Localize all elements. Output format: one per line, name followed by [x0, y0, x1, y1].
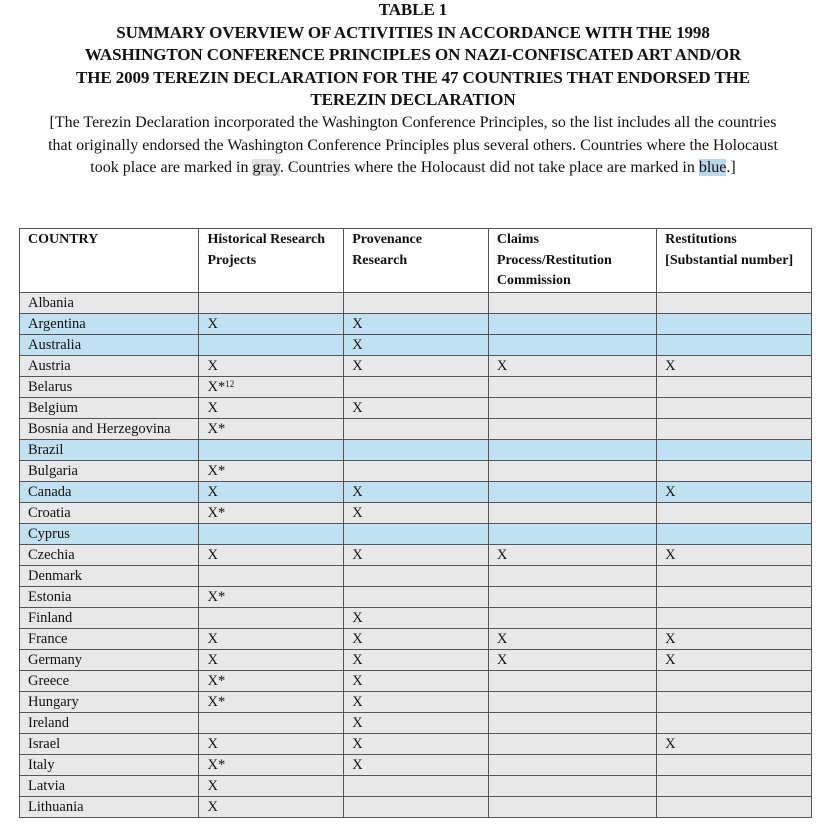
- header-provenance-research: Provenance Research: [344, 229, 489, 293]
- cell-restitutions: [657, 670, 812, 691]
- cell-country: [20, 544, 199, 565]
- footnote-marker: 12: [225, 378, 235, 389]
- cell-country: [20, 460, 199, 481]
- table-row: [20, 376, 812, 397]
- cell-historical: [199, 376, 344, 397]
- historical-value: X*: [207, 462, 226, 479]
- title-line-2: WASHINGTON CONFERENCE PRINCIPLES ON NAZI-CONFISCATED ART AND/OR: [84, 45, 742, 65]
- intro-text-3: .]: [726, 159, 736, 177]
- table-row: [20, 754, 812, 775]
- cell-historical: [199, 355, 344, 376]
- provenance-value: X: [352, 483, 363, 500]
- provenance-value: X: [352, 504, 363, 521]
- table-row: [20, 481, 812, 502]
- table-row: [20, 502, 812, 523]
- cell-claims: [488, 460, 656, 481]
- country-value: Greece: [28, 672, 70, 689]
- cell-historical: [199, 397, 344, 418]
- cell-country: [20, 712, 199, 733]
- cell-claims: [488, 565, 656, 586]
- cell-provenance: [344, 670, 489, 691]
- cell-provenance: [344, 313, 489, 334]
- historical-value: X: [207, 357, 218, 374]
- cell-historical: [199, 649, 344, 670]
- cell-provenance: [344, 502, 489, 523]
- cell-provenance: [344, 481, 489, 502]
- cell-country: [20, 439, 199, 460]
- claims-value: X: [496, 357, 508, 374]
- cell-restitutions: [657, 754, 812, 775]
- cell-historical: [199, 502, 344, 523]
- gray-highlight-word: gray: [252, 159, 280, 177]
- cell-provenance: [344, 712, 489, 733]
- cell-country: [20, 649, 199, 670]
- country-value: Latvia: [28, 777, 66, 794]
- cell-country: [20, 670, 199, 691]
- cell-country: [20, 418, 199, 439]
- country-value: Cyprus: [28, 525, 70, 542]
- cell-country: [20, 334, 199, 355]
- claims-value: X: [496, 651, 508, 668]
- restitutions-value: X: [665, 651, 676, 668]
- historical-value: X: [207, 483, 218, 500]
- table-row: [20, 796, 812, 817]
- cell-provenance: [344, 439, 489, 460]
- cell-historical: [199, 292, 344, 313]
- cell-provenance: [344, 775, 489, 796]
- provenance-value: X: [352, 546, 363, 563]
- blue-highlight-word: blue: [698, 159, 727, 177]
- cell-claims: [488, 544, 656, 565]
- restitutions-value: X: [665, 546, 676, 563]
- cell-restitutions: [657, 481, 812, 502]
- provenance-value: X: [352, 693, 363, 710]
- cell-provenance: [344, 754, 489, 775]
- restitutions-value: X: [665, 483, 676, 500]
- cell-claims: [488, 670, 656, 691]
- cell-provenance: [344, 418, 489, 439]
- table-row: [20, 586, 812, 607]
- cell-country: [20, 754, 199, 775]
- intro-text-2: . Countries where the Holocaust did not take place are marked in: [279, 159, 699, 177]
- cell-claims: [488, 313, 656, 334]
- cell-provenance: [344, 544, 489, 565]
- cell-historical: [199, 733, 344, 754]
- cell-country: [20, 376, 199, 397]
- table-row: [20, 292, 812, 313]
- provenance-value: X: [352, 672, 363, 689]
- table-row: [20, 628, 812, 649]
- cell-claims: [488, 796, 656, 817]
- cell-historical: [199, 586, 344, 607]
- cell-provenance: [344, 565, 489, 586]
- cell-historical: [199, 418, 344, 439]
- cell-historical: [199, 796, 344, 817]
- cell-historical: [199, 628, 344, 649]
- cell-provenance: [344, 607, 489, 628]
- cell-restitutions: [657, 376, 812, 397]
- cell-country: [20, 313, 199, 334]
- table-row: [20, 523, 812, 544]
- historical-value: X: [207, 777, 218, 794]
- table-row: [20, 418, 812, 439]
- cell-provenance: [344, 397, 489, 418]
- country-value: Belarus: [28, 378, 73, 395]
- cell-historical: [199, 481, 344, 502]
- country-value: Argentina: [28, 315, 86, 332]
- cell-historical: [199, 460, 344, 481]
- country-value: Italy: [28, 756, 55, 773]
- provenance-value: X: [352, 315, 363, 332]
- intro-paragraph: [43, 112, 783, 180]
- cell-restitutions: [657, 502, 812, 523]
- claims-value: X: [496, 546, 508, 563]
- country-value: Ireland: [28, 714, 70, 731]
- historical-value: X: [207, 798, 218, 815]
- cell-country: [20, 397, 199, 418]
- cell-provenance: [344, 292, 489, 313]
- cell-claims: [488, 292, 656, 313]
- historical-value: X: [207, 651, 218, 668]
- cell-claims: [488, 586, 656, 607]
- cell-country: [20, 502, 199, 523]
- provenance-value: X: [352, 630, 363, 647]
- table-row: [20, 712, 812, 733]
- header-country: COUNTRY: [20, 229, 199, 293]
- cell-claims: [488, 376, 656, 397]
- header-claims-process: Claims Process/Restitution Commission: [488, 229, 656, 293]
- cell-provenance: [344, 733, 489, 754]
- cell-historical: [199, 670, 344, 691]
- table-label: TABLE 1: [378, 0, 448, 19]
- cell-provenance: [344, 523, 489, 544]
- historical-value: X: [207, 315, 218, 332]
- historical-value: X*: [207, 672, 226, 689]
- cell-country: [20, 292, 199, 313]
- cell-restitutions: [657, 397, 812, 418]
- cell-restitutions: [657, 691, 812, 712]
- cell-historical: [199, 565, 344, 586]
- cell-historical: [199, 523, 344, 544]
- cell-historical: [199, 775, 344, 796]
- restitutions-value: X: [665, 630, 676, 647]
- header-historical-research: Historical Research Projects: [199, 229, 344, 293]
- document-heading: [0, 0, 826, 180]
- table-body: [20, 292, 812, 817]
- cell-historical: [199, 754, 344, 775]
- country-value: Canada: [28, 483, 72, 500]
- table-row: [20, 607, 812, 628]
- cell-country: [20, 565, 199, 586]
- country-value: Bulgaria: [28, 462, 78, 479]
- country-value: Croatia: [28, 504, 71, 521]
- country-value: France: [28, 630, 68, 647]
- historical-value: X*: [207, 756, 226, 773]
- title-line-3: THE 2009 TEREZIN DECLARATION FOR THE 47 COUNTRIES THAT ENDORSED THE: [75, 67, 751, 87]
- cell-restitutions: [657, 292, 812, 313]
- country-value: Belgium: [28, 399, 78, 416]
- historical-value: X*: [207, 420, 226, 437]
- historical-value: X: [207, 399, 218, 416]
- cell-restitutions: [657, 418, 812, 439]
- cell-restitutions: [657, 796, 812, 817]
- cell-country: [20, 607, 199, 628]
- cell-provenance: [344, 355, 489, 376]
- cell-claims: [488, 523, 656, 544]
- cell-restitutions: [657, 607, 812, 628]
- historical-value: X*: [207, 378, 226, 395]
- provenance-value: X: [352, 399, 363, 416]
- cell-provenance: [344, 586, 489, 607]
- cell-claims: [488, 481, 656, 502]
- country-value: Hungary: [28, 693, 79, 710]
- cell-country: [20, 586, 199, 607]
- title-line-1: SUMMARY OVERVIEW OF ACTIVITIES IN ACCORDANCE WITH THE 1998: [116, 22, 710, 42]
- country-value: Lithuania: [28, 798, 84, 815]
- cell-country: [20, 481, 199, 502]
- cell-historical: [199, 313, 344, 334]
- provenance-value: X: [352, 714, 363, 731]
- cell-historical: [199, 712, 344, 733]
- cell-claims: [488, 439, 656, 460]
- country-value: Germany: [28, 651, 82, 668]
- cell-country: [20, 628, 199, 649]
- country-value: Australia: [28, 336, 82, 353]
- provenance-value: X: [352, 735, 363, 752]
- table-row: [20, 334, 812, 355]
- header-restitutions: Restitutions [Substantial number]: [657, 229, 812, 293]
- historical-value: X*: [207, 588, 226, 605]
- table-row: [20, 355, 812, 376]
- cell-historical: [199, 607, 344, 628]
- cell-provenance: [344, 649, 489, 670]
- cell-restitutions: [657, 544, 812, 565]
- cell-restitutions: [657, 733, 812, 754]
- cell-claims: [488, 397, 656, 418]
- restitutions-value: X: [665, 357, 676, 374]
- cell-provenance: [344, 691, 489, 712]
- cell-restitutions: [657, 712, 812, 733]
- cell-country: [20, 691, 199, 712]
- cell-restitutions: [657, 586, 812, 607]
- cell-restitutions: [657, 334, 812, 355]
- cell-provenance: [344, 460, 489, 481]
- cell-claims: [488, 712, 656, 733]
- table-row: [20, 313, 812, 334]
- cell-claims: [488, 733, 656, 754]
- table-header-row: [20, 229, 812, 293]
- historical-value: X: [207, 546, 218, 563]
- cell-provenance: [344, 628, 489, 649]
- cell-country: [20, 355, 199, 376]
- cell-restitutions: [657, 313, 812, 334]
- cell-claims: [488, 355, 656, 376]
- cell-country: [20, 523, 199, 544]
- table-row: [20, 670, 812, 691]
- title-line-4: TEREZIN DECLARATION: [310, 90, 516, 110]
- provenance-value: X: [352, 756, 363, 773]
- cell-claims: [488, 628, 656, 649]
- table-row: [20, 544, 812, 565]
- historical-value: X: [207, 630, 218, 647]
- cell-country: [20, 775, 199, 796]
- cell-historical: [199, 544, 344, 565]
- cell-restitutions: [657, 523, 812, 544]
- historical-value: X*: [207, 504, 226, 521]
- table-row: [20, 733, 812, 754]
- cell-claims: [488, 754, 656, 775]
- cell-provenance: [344, 796, 489, 817]
- country-value: Austria: [28, 357, 71, 374]
- provenance-value: X: [352, 357, 363, 374]
- country-value: Denmark: [28, 567, 82, 584]
- historical-value: X: [207, 735, 218, 752]
- cell-historical: [199, 439, 344, 460]
- intro-text-1: [The Terezin Declaration incorporated the Washington Conference Principles, so the list includes all the countries that originally endorsed the Washington Conference Principles plus several others. Countries where the Holocaust took place are marked in: [48, 113, 778, 177]
- restitutions-value: X: [665, 735, 676, 752]
- table-row: [20, 439, 812, 460]
- cell-historical: [199, 691, 344, 712]
- cell-claims: [488, 691, 656, 712]
- country-value: Brazil: [28, 441, 64, 458]
- country-value: Bosnia and Herzegovina: [28, 420, 171, 437]
- cell-restitutions: [657, 649, 812, 670]
- table-row: [20, 397, 812, 418]
- cell-claims: [488, 607, 656, 628]
- cell-historical: [199, 334, 344, 355]
- country-value: Finland: [28, 609, 73, 626]
- provenance-value: X: [352, 651, 363, 668]
- cell-restitutions: [657, 775, 812, 796]
- claims-value: X: [496, 630, 508, 647]
- cell-provenance: [344, 376, 489, 397]
- cell-claims: [488, 649, 656, 670]
- table-row: [20, 775, 812, 796]
- table-row: [20, 691, 812, 712]
- cell-provenance: [344, 334, 489, 355]
- cell-country: [20, 733, 199, 754]
- cell-country: [20, 796, 199, 817]
- table-row: [20, 565, 812, 586]
- cell-claims: [488, 775, 656, 796]
- provenance-value: X: [352, 609, 363, 626]
- cell-restitutions: [657, 628, 812, 649]
- cell-restitutions: [657, 355, 812, 376]
- table-row: [20, 649, 812, 670]
- cell-restitutions: [657, 439, 812, 460]
- cell-restitutions: [657, 460, 812, 481]
- cell-claims: [488, 334, 656, 355]
- table-row: [20, 460, 812, 481]
- cell-claims: [488, 502, 656, 523]
- historical-value: X*: [207, 693, 226, 710]
- country-value: Czechia: [28, 546, 75, 563]
- country-value: Israel: [28, 735, 61, 752]
- provenance-value: X: [352, 336, 363, 353]
- cell-restitutions: [657, 565, 812, 586]
- cell-claims: [488, 418, 656, 439]
- country-value: Estonia: [28, 588, 72, 605]
- country-value: Albania: [28, 294, 74, 311]
- summary-table: [19, 228, 812, 818]
